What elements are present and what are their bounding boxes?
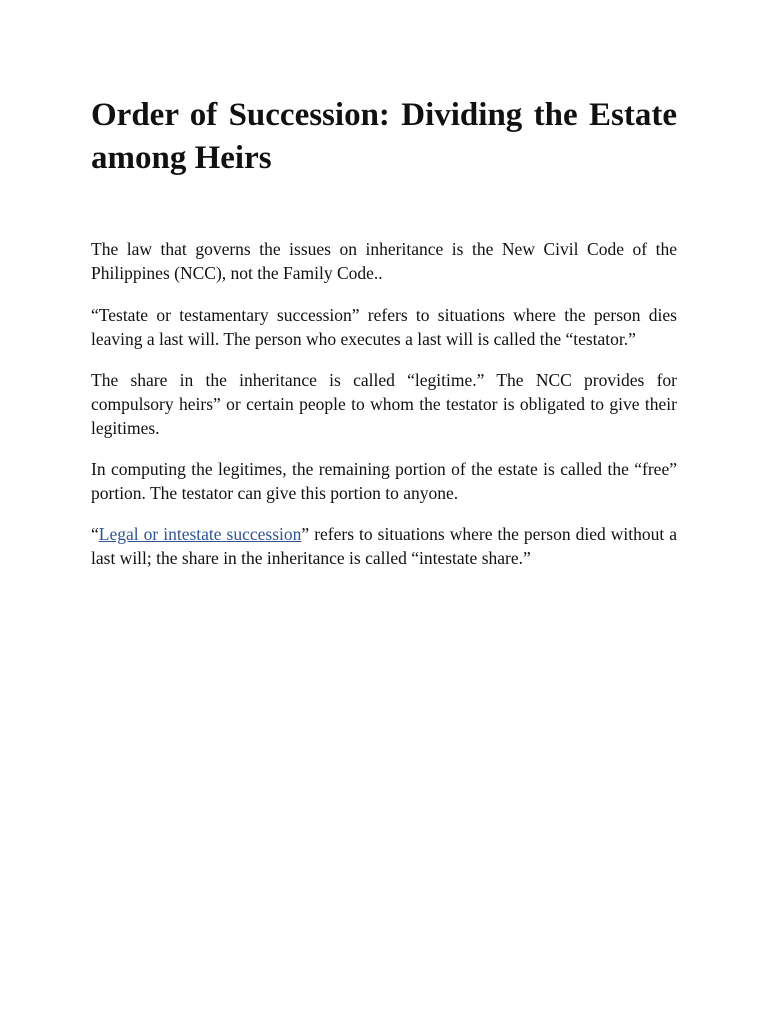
document-body bbox=[91, 94, 677, 587]
paragraph-governing-law: The law that governs the issues on inheritance is the New Civil Code of the Philippines (NCC), not the Family Code.. bbox=[91, 239, 677, 283]
document-title: Order of Succession: Dividing the Estate among Heirs bbox=[91, 97, 677, 176]
intestate-succession-link[interactable]: Legal or intestate succession bbox=[98, 524, 302, 544]
paragraph-intestate-rest: ” refers to situations where the person died without a last will; the share in the inheritance is called “intestate share.” bbox=[91, 524, 677, 568]
paragraph-free-portion: In computing the legitimes, the remaining portion of the estate is called the “free” portion. The testator can give this portion to anyone. bbox=[91, 459, 677, 503]
paragraph-legitime: The share in the inheritance is called “legitime.” The NCC provides for compulsory heirs” or certain people to whom the testator is obligated to give their legitimes. bbox=[91, 370, 677, 438]
open-quote: “ bbox=[91, 524, 99, 544]
paragraph-intestate-succession bbox=[91, 522, 677, 570]
paragraph-testate-succession: “Testate or testamentary succession” refers to situations where the person dies leaving a last will. The person who executes a last will is called the “testator.” bbox=[91, 305, 677, 349]
